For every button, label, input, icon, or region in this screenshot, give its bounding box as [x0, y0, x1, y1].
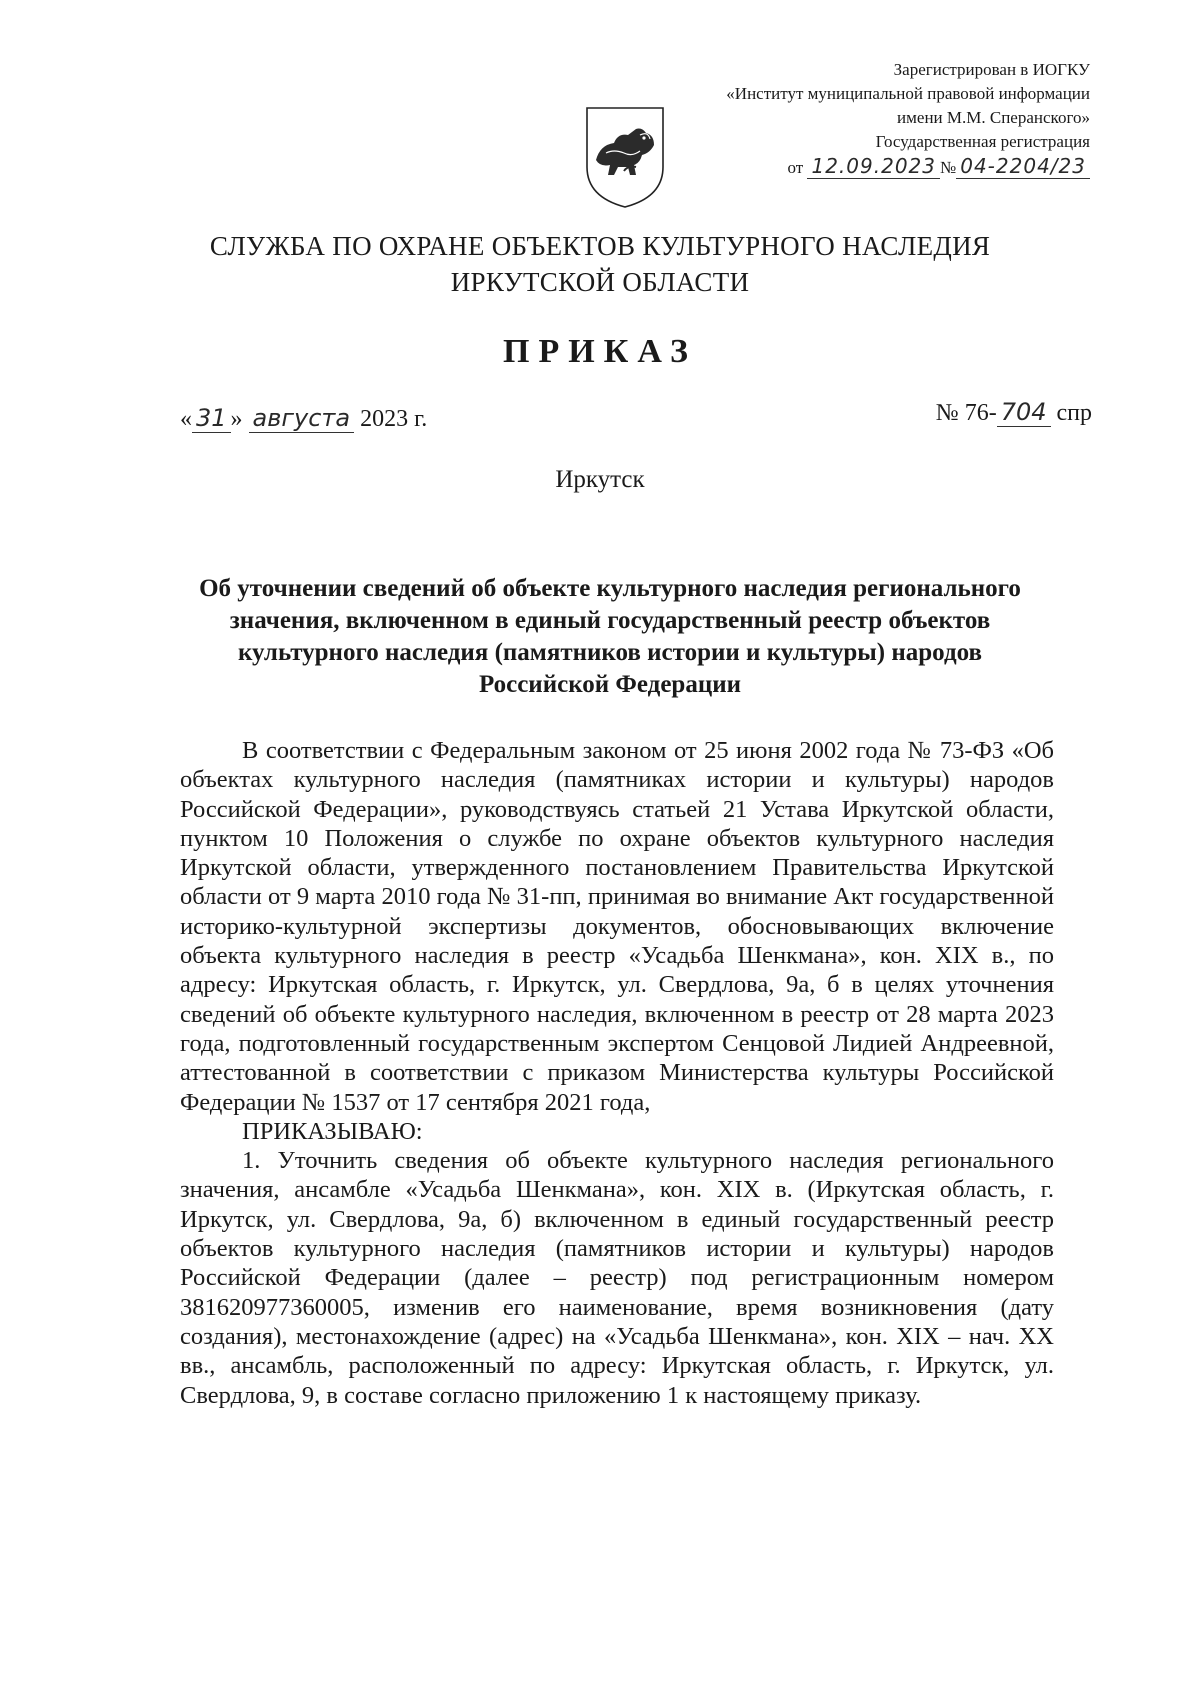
preamble-paragraph: В соответствии с Федеральным законом от 25 июня 2002 года № 73-ФЗ «Об объектах культурного наследия (памятниках истории и культуры) народов Российской Федерации», руководствуясь статьей 21 Устава Иркутской области, пунктом 10 Положения о службе по охране объектов культурного наследия Иркутской области, утвержденного постановлением Правительства Иркутской области от 9 марта 2010 года № 31-пп, принимая во внимание Акт государственной историко-культурной экспертизы документов, обосновывающих включение объекта культурного наследия в реестр «Усадьба Шенкмана», кон. XIX в., по адресу: Иркутская область, г. Иркутск, ул. Свердлова, 9а, б в целях уточнения сведений об объекте культурного наследия, включенном в реестр от 28 марта 2023 года, подготовленный государственным экспертом Сенцовой Лидией Андреевной, аттестованной в соответствии с приказом Министерства культуры Российской Федерации № 1537 от 17 сентября 2021 года,	[180, 737, 1054, 1116]
registration-line-3: имени М.М. Сперанского»	[897, 108, 1090, 127]
date-month: августа	[249, 404, 355, 433]
order-number-suffix: спр	[1056, 400, 1092, 426]
item-1-paragraph: 1. Уточнить сведения об объекте культурного наследия регионального значения, ансамбле «Усадьба Шенкмана», кон. XIX в. (Иркутская область, г. Иркутск, ул. Свердлова, 9а, б) включенном в единый государственный реестр объектов культурного наследия (памятников истории и культуры) народов Российской Федерации (далее – реестр) под регистрационным номером 381620977360005, изменив его наименование, время возникновения (дату создания), местонахождение (адрес) на «Усадьба Шенкмана», кон. XIX – нач. XX вв., ансамбль, расположенный по адресу: Иркутская область, г. Иркутск, ул. Свердлова, 9, в составе согласно приложению 1 к настоящему приказу.	[180, 1147, 1054, 1409]
agency-line-1: СЛУЖБА ПО ОХРАНЕ ОБЪЕКТОВ КУЛЬТУРНОГО НАСЛЕДИЯ	[209, 231, 991, 261]
registration-date: 12.09.2023	[807, 154, 940, 179]
registration-line-2: «Институт муниципальной правовой информации	[726, 84, 1090, 103]
order-title: ПРИКАЗ	[503, 333, 697, 370]
registration-number-label: №	[940, 158, 957, 177]
agency-line-2: ИРКУТСКОЙ ОБЛАСТИ	[450, 267, 750, 297]
irkutsk-coat-of-arms-icon	[584, 105, 666, 210]
registration-line-1: Зарегистрирован в ИОГКУ	[893, 60, 1090, 79]
order-subject: Об уточнении сведений об объекте культурного наследия регионального значения, включенном в единый государственный реестр объектов культурного наследия (памятников истории и культуры) народов Российской Федерации	[199, 575, 1021, 698]
registration-line-4: Государственная регистрация	[875, 132, 1090, 151]
date-day: 31	[192, 404, 231, 433]
order-word: ПРИКАЗЫВАЮ:	[242, 1117, 423, 1145]
date-open-quote: «	[180, 406, 192, 432]
agency-name	[0, 228, 1200, 300]
order-number	[936, 398, 1092, 427]
order-date	[180, 404, 427, 433]
date-close-quote: »	[230, 406, 243, 432]
order-body	[180, 736, 1054, 1410]
registration-from-label: от	[787, 158, 804, 177]
order-number-handwritten: 704	[997, 398, 1051, 427]
city: Иркутск	[555, 466, 645, 493]
date-year: 2023 г.	[360, 406, 428, 432]
registration-number: 04-2204/23	[956, 154, 1090, 179]
order-number-prefix: № 76-	[935, 400, 997, 426]
